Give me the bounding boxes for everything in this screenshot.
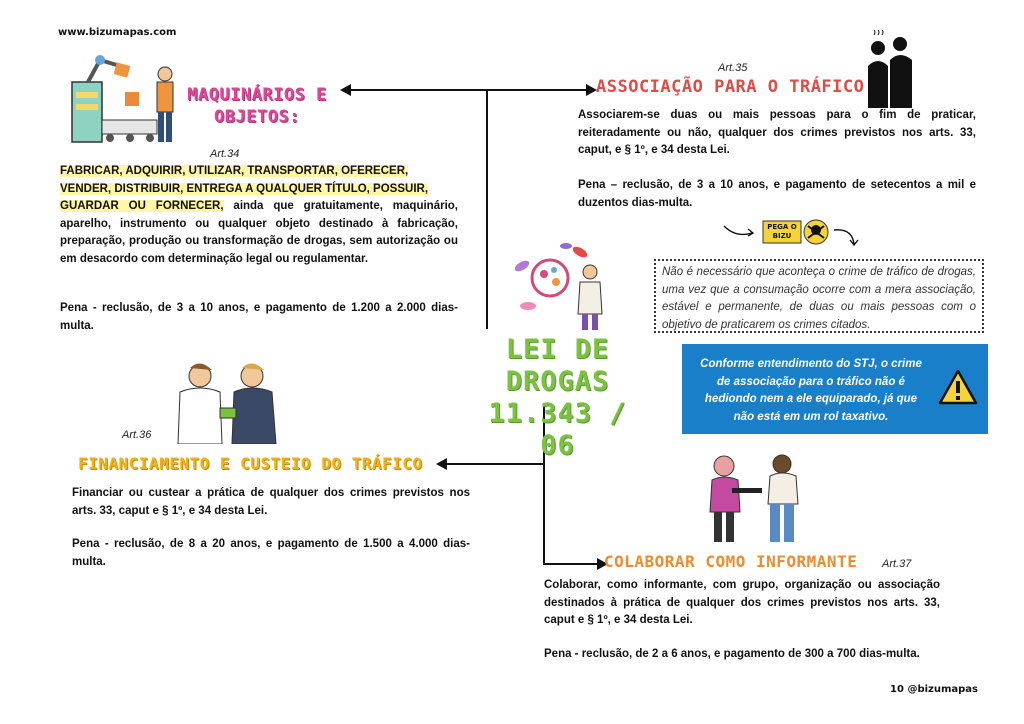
site-url: www.bizumapas.com xyxy=(58,27,177,38)
art34-text xyxy=(60,163,458,268)
curved-arrow-icon xyxy=(832,226,860,248)
arrow-left-icon xyxy=(436,458,447,470)
pega-o-bizu-badge xyxy=(762,218,830,246)
art35-pena: Pena – reclusão, de 3 a 10 anos, e pagamento de setecentos a mil e duzentos dias-multa. xyxy=(578,179,976,209)
curved-arrow-icon xyxy=(722,222,756,240)
art36-title: FINANCIAMENTO E CUSTEIO DO TRÁFICO xyxy=(78,454,423,473)
art36-label: Art.36 xyxy=(122,429,152,441)
pega-o-bizu-label: PEGA O BIZU xyxy=(767,223,797,240)
handshake-money-illustration xyxy=(172,360,282,444)
art34-highlight-3: GUARDAR OU FORNECER, xyxy=(60,200,224,212)
connector-to-art36 xyxy=(446,463,544,465)
art37-text: Colaborar, como informante, com grupo, organização ou associação destinados à prática de qualquer dos crimes previstos nos arts. 33, caput e § 1º, e 34 desta Lei. xyxy=(544,579,940,626)
factory-robot-illustration xyxy=(70,52,185,147)
art34-pena: Pena - reclusão, de 3 a 10 anos, e pagamento de 1.200 a 2.000 dias-multa. xyxy=(60,302,458,332)
art34-label: Art.34 xyxy=(210,148,240,160)
art37-label: Art.37 xyxy=(882,558,912,570)
lab-illustration xyxy=(510,236,620,332)
art36-text: Financiar ou custear a prática de qualquer dos crimes previstos nos arts. 33, caput e § 1º, e 34 desta Lei. xyxy=(72,487,470,517)
art34-highlight-2: VENDER, DISTRIBUIR, ENTREGA A QUALQUER TÍTULO, POSSUIR, xyxy=(60,182,429,195)
art34-rest: ainda que gratuitamente, maquinário, aparelho, instrumento ou qualquer objeto destinado à fabricação, preparação, produção ou transformação de drogas, sem autorização ou em desacordo com determinação legal ou regulamentar. xyxy=(60,200,458,265)
stj-box: Conforme entendimento do STJ, o crime de associação para o tráfico não é hediondo nem a ele equiparado, já que não está em um rol taxativo. xyxy=(682,344,988,434)
connector-to-art35 xyxy=(486,89,588,91)
art37-pena: Pena - reclusão, de 2 a 6 anos, e pagamento de 300 a 700 dias-multa. xyxy=(544,648,920,660)
art37-title: COLABORAR COMO INFORMANTE xyxy=(604,552,858,571)
art35-title: ASSOCIAÇÃO PARA O TRÁFICO xyxy=(596,77,865,97)
art34-title: MAQUINÁRIOS E OBJETOS: xyxy=(187,85,327,127)
connector-to-art34 xyxy=(350,89,488,91)
note-box: Não é necessário que aconteça o crime de tráfico de drogas, uma vez que a consumação ocorre com a mera associação, estável e permanente, de duas ou mais pessoas com o objetivo de praticarem os crimes citados. xyxy=(654,259,984,333)
page-footer: 10 @bizumapas xyxy=(890,684,978,695)
page-title: LEI DE DROGAS 11.343 / 06 xyxy=(488,334,627,461)
art35-text: Associarem-se duas ou mais pessoas para o fim de praticar, reiteradamente ou não, qualquer dos crimes previstos nos arts. 33, caput, e § 1º, e 34 desta Lei. xyxy=(578,109,976,156)
connector-vertical-top xyxy=(486,89,488,329)
arrow-left-icon xyxy=(340,84,351,96)
informant-illustration xyxy=(702,452,812,544)
art36-pena: Pena - reclusão, de 8 a 20 anos, e pagamento de 1.500 a 4.000 dias-multa. xyxy=(72,538,470,568)
warning-icon xyxy=(938,368,978,406)
people-illustration xyxy=(860,30,920,108)
art35-label: Art.35 xyxy=(718,62,748,74)
art34-highlight-1: FABRICAR, ADQUIRIR, UTILIZAR, TRANSPORTAR, OFERECER, xyxy=(60,165,409,177)
connector-to-art37 xyxy=(543,563,599,565)
